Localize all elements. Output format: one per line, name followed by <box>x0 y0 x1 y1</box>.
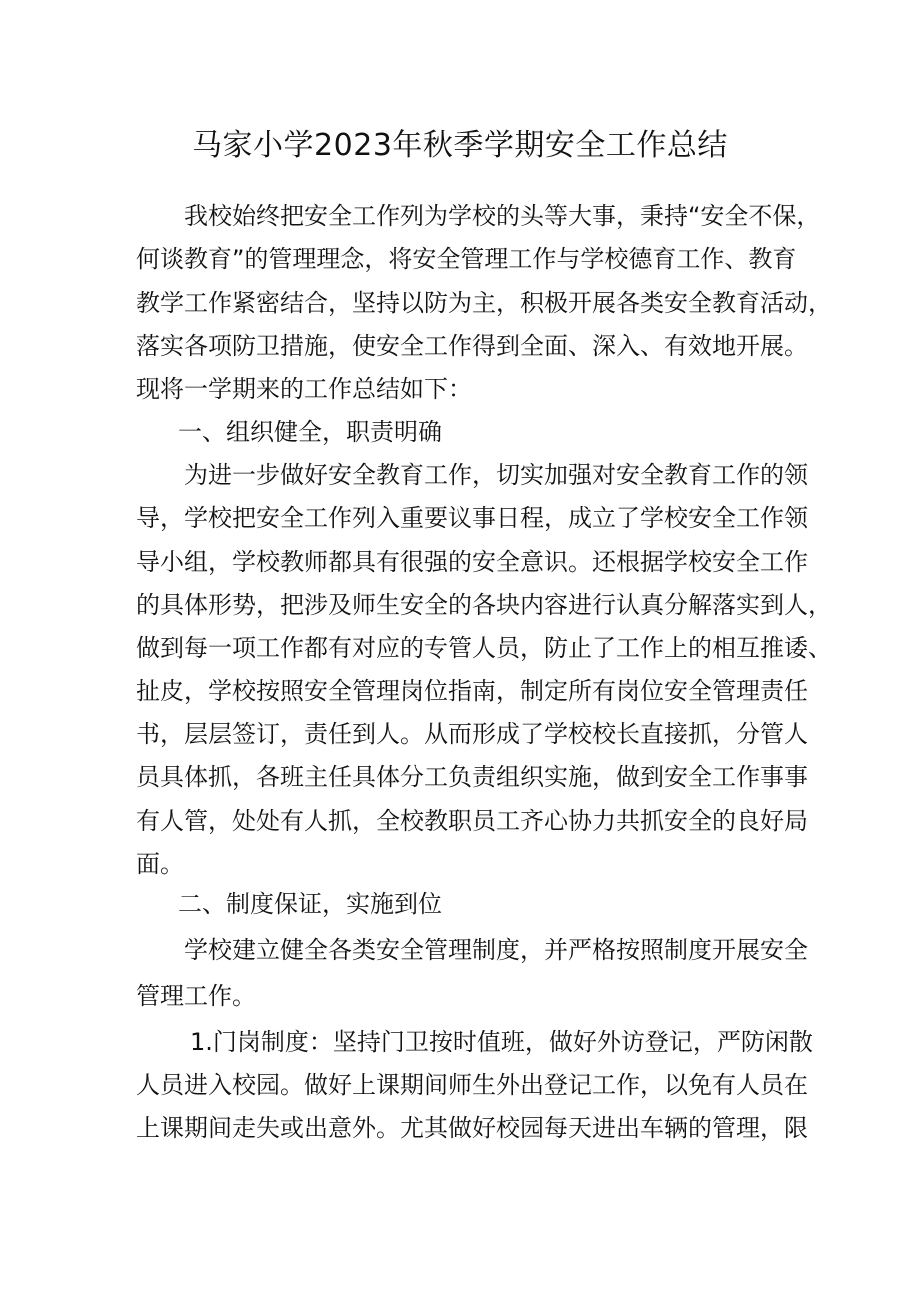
paragraph-line: 上课期间走失或出意外。尤其做好校园每天进出车辆的管理，限 <box>136 1114 808 1142</box>
paragraph-line: 员具体抓，各班主任具体分工负责组织实施，做到安全工作事事 <box>136 763 808 791</box>
section-heading: 二、制度保证，实施到位 <box>178 890 442 918</box>
paragraph-line: 做到每一项工作都有对应的专管人员，防止了工作上的相互推诿、 <box>136 634 832 662</box>
paragraph-line: 1.门岗制度：坚持门卫按时值班，做好外访登记，严防闲散 <box>190 1028 813 1056</box>
paragraph-line: 的具体形势，把涉及师生安全的各块内容进行认真分解落实到人， <box>136 591 832 619</box>
document-title: 马家小学2023年秋季学期安全工作总结 <box>192 128 728 163</box>
paragraph-line: 我校始终把安全工作列为学校的头等大事，秉持“安全不保， <box>184 202 821 230</box>
paragraph-line: 人员进入校园。做好上课期间师生外出登记工作，以免有人员在 <box>136 1071 808 1099</box>
paragraph-line: 教学工作紧密结合，坚持以防为主，积极开展各类安全教育活动， <box>136 289 832 317</box>
paragraph-line: 导，学校把安全工作列入重要议事日程，成立了学校安全工作领 <box>136 504 808 532</box>
paragraph-line: 扯皮，学校按照安全管理岗位指南，制定所有岗位安全管理责任 <box>136 677 808 705</box>
paragraph-line: 导小组，学校教师都具有很强的安全意识。还根据学校安全工作 <box>136 548 808 576</box>
paragraph-line: 管理工作。 <box>136 982 256 1010</box>
paragraph-line: 为进一步做好安全教育工作，切实加强对安全教育工作的领 <box>184 461 808 489</box>
paragraph-line: 书，层层签订，责任到人。从而形成了学校校长直接抓，分管人 <box>136 720 808 748</box>
paragraph-line: 面。 <box>136 850 184 878</box>
paragraph-line: 学校建立健全各类安全管理制度，并严格按照制度开展安全 <box>184 936 808 964</box>
paragraph-line: 何谈教育”的管理理念，将安全管理工作与学校德育工作、教育 <box>136 245 797 273</box>
paragraph-line: 有人管，处处有人抓，全校教职员工齐心协力共抓安全的良好局 <box>136 807 808 835</box>
section-heading: 一、组织健全，职责明确 <box>178 418 442 446</box>
paragraph-line: 落实各项防卫措施，使安全工作得到全面、深入、有效地开展。 <box>136 332 808 360</box>
paragraph-line: 现将一学期来的工作总结如下： <box>136 375 472 403</box>
